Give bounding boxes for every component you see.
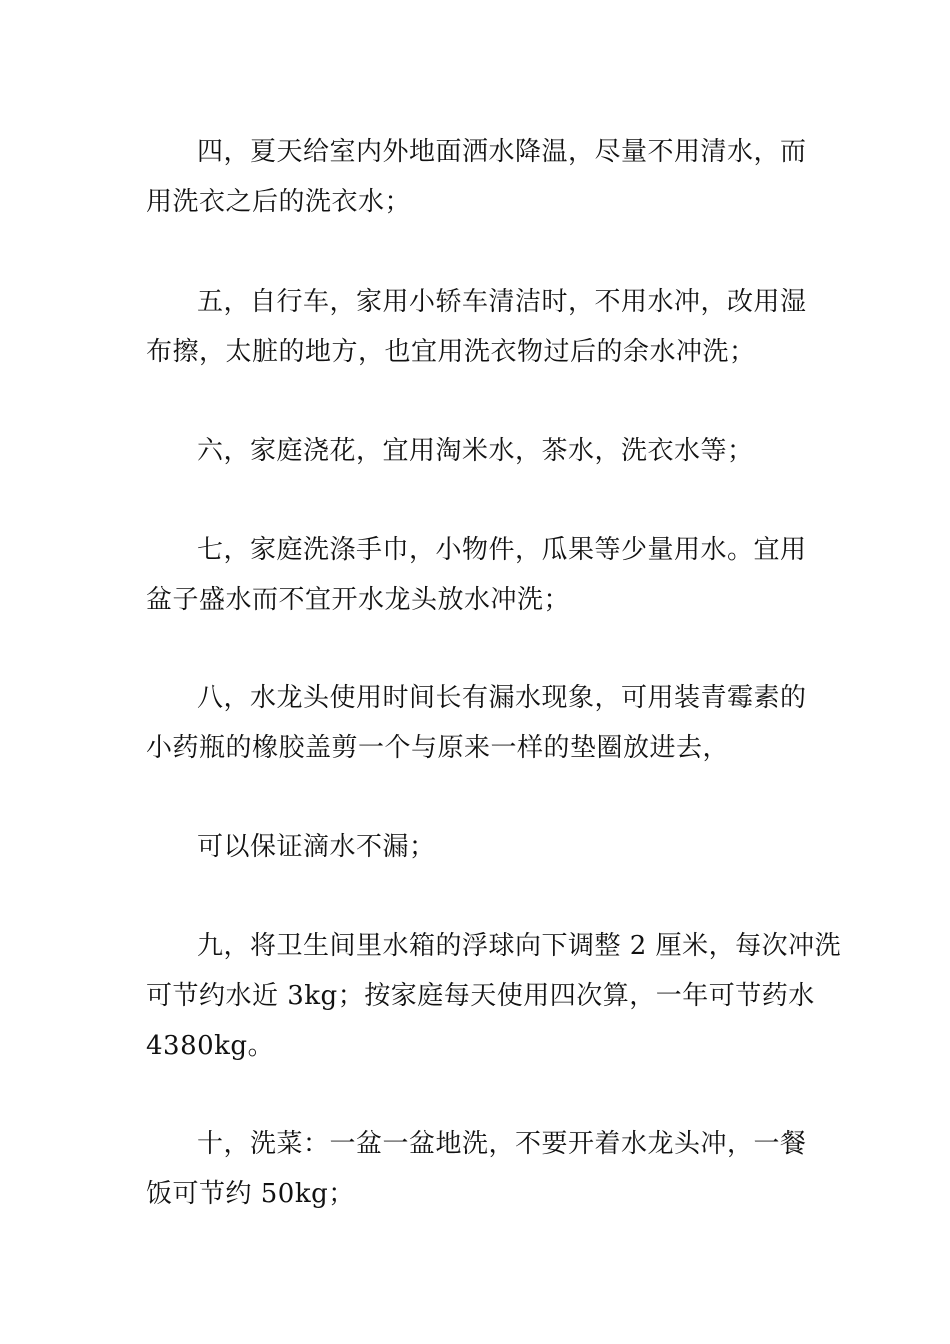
paragraph-line: 可节约水近 3kg；按家庭每天使用四次算，一年可节药水 [146, 981, 815, 1011]
paragraph-7 [146, 525, 808, 625]
paragraph-line: 十，洗菜：一盆一盆地洗，不要开着水龙头冲，一餐 [197, 1129, 807, 1159]
paragraph-8-continued [146, 822, 808, 872]
paragraph-line: 布擦，太脏的地方，也宜用洗衣物过后的余水冲洗； [146, 337, 756, 367]
paragraph-5 [146, 277, 808, 377]
paragraph-line: 可以保证滴水不漏； [197, 832, 436, 862]
paragraph-line: 小药瓶的橡胶盖剪一个与原来一样的垫圈放进去， [146, 733, 730, 763]
paragraph-line: 4380kg。 [146, 1031, 275, 1061]
paragraph-line: 饭可节约 50kg； [146, 1179, 355, 1209]
paragraph-line: 五，自行车，家用小轿车清洁时，不用水冲，改用湿 [197, 287, 807, 317]
paragraph-line: 用洗衣之后的洗衣水； [146, 187, 412, 217]
paragraph-4 [146, 127, 808, 227]
paragraph-6 [146, 426, 808, 476]
paragraph-line: 九，将卫生间里水箱的浮球向下调整 2 厘米，每次冲洗 [197, 931, 842, 961]
paragraph-10 [146, 1119, 808, 1219]
paragraph-line: 盆子盛水而不宜开水龙头放水冲洗； [146, 585, 571, 615]
paragraph-line: 七，家庭洗涤手巾，小物件，瓜果等少量用水。宜用 [197, 535, 807, 565]
paragraph-line: 八，水龙头使用时间长有漏水现象，可用装青霉素的 [197, 683, 807, 713]
paragraph-line: 六，家庭浇花，宜用淘米水，茶水，洗衣水等； [197, 436, 754, 466]
paragraph-line: 四，夏天给室内外地面洒水降温，尽量不用清水，而 [197, 137, 807, 167]
paragraph-8 [146, 673, 808, 773]
paragraph-9 [146, 921, 842, 1071]
